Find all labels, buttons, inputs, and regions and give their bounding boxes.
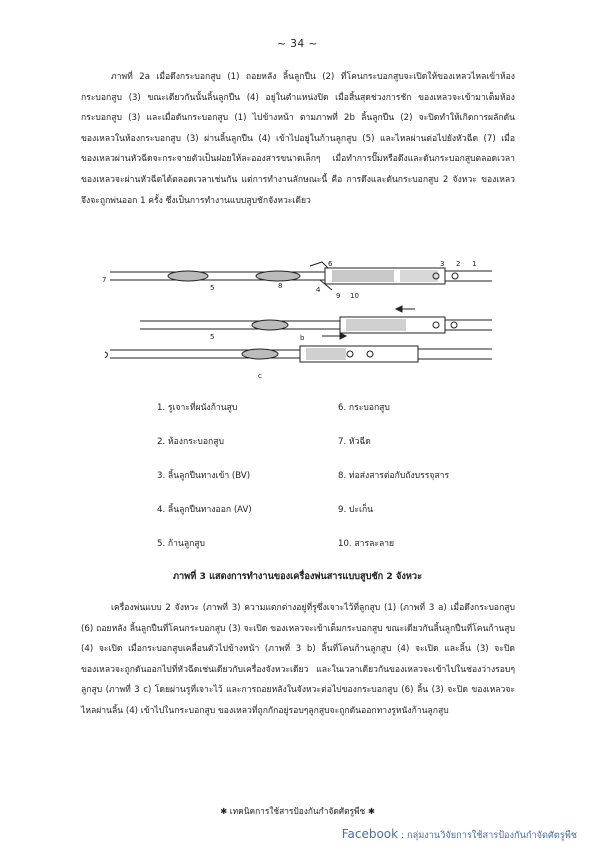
paragraph-two-text: เครื่องพ่นแบบ 2 จังหวะ (ภาพที่ 3) ความแตกต่างอยู่ที่รูซึ่งเจาะไว้ที่ลูกสูบ (1) (ภาพที่ 3 a) เมื่อดึงกระบอกสูบ (6) ถอยหลัง ลิ้นลูกปืนที่โคนกระบอกสูบ (3) จะเปิด ของเหลวจะเข้าเต็มกระบอกสูบ ขณะเดียวกันลิ้นลูกปืนที่โคนก้านสูบ (4) จะเปิด เมื่อกระบอกสูบเคลื่อนตัวไปข้างหน้า (ภาพที่ 3 b) ลิ้นที่โคนก้านลูกสูบ (4) จะเปิด และลิ้น (3) จะปิด ของเหลวจะถูกดันออกไปที่หัวฉีดเช่นเดียวกับเครื่องจังหวะเดียว และในเวลาเดียวกันของเหลวจะเข้าไปในช่องว่างรอบๆ ลูกสูบ (ภาพที่ 3 c) โดยผ่านรูที่เจาะไว้ และการถอยหลังในจังหวะต่อไปของกระบอกสูบ (6) ลิ้น (3) จะปิด ของเหลวจะไหลผ่านลิ้น (4) เข้าไปในกระบอกสูบ ของเหลวที่ถูกกักอยู่รอบๆลูกสูบจะถูกดันออกทางรูหนังก้านลูกสูบ <box>81 603 515 716</box>
label-3: 3 <box>440 260 445 268</box>
label-5-b: 5 <box>210 333 215 341</box>
label-b: b <box>300 334 305 342</box>
label-c: c <box>258 372 262 380</box>
legend-item: 4. ลิ้นลูกปืนทางออก (AV) <box>157 505 252 515</box>
sprayer-diagram <box>100 254 500 386</box>
figure-caption: ภาพที่ 3 แสดงการทำงานของเครื่องพ่นสารแบบสูบชัก 2 จังหวะ <box>172 571 423 582</box>
facebook-brand: Facebook <box>341 827 399 841</box>
legend-item: 8. ท่อส่งสารต่อกับถังบรรจุสาร <box>338 471 450 481</box>
diagram-c <box>105 333 492 362</box>
legend-item: 1. รูเจาะที่ผนังก้านสูบ <box>157 403 238 413</box>
label-2: 2 <box>456 260 461 268</box>
legend-item: 9. ปะเก็น <box>338 505 374 515</box>
paragraph-two <box>81 598 515 722</box>
page-number: ~ 34 ~ <box>277 38 318 50</box>
legend-item: 7. หัวฉีด <box>338 437 371 447</box>
label-1: 1 <box>472 260 477 268</box>
diagram-b <box>140 306 492 333</box>
parts-legend <box>157 400 457 560</box>
label-5-a: 5 <box>210 284 215 292</box>
paragraph-one-text: ภาพที่ 2a เมื่อดึงกระบอกสูบ (1) ถอยหลัง ลิ้นลูกปืน (2) ที่โคนกระบอกสูบจะเปิดให้ของเหลวไหลเข้าห้องกระบอกสูบ (3) ขณะเดียวกันนั้นลิ้นลูกปืน (4) อยู่ในตำแหน่งปิด เมื่อสิ้นสุดช่วงการชัก ของเหลวจะเข้ามาเต็มห้องกระบอกสูบ (3) และเมื่อดันกระบอกสูบ (1) ไปข้างหน้า ตามภาพที่ 2b ลิ้นลูกปืน (2) จะปิดทำให้เกิดการผลักดันของเหลวในห้องกระบอกสูบ (3) ผ่านลิ้นลูกปืน (4) เข้าไปอยู่ในก้านลูกสูบ (5) และไหลผ่านต่อไปยังหัวฉีด (7) เมื่อของเหลวผ่านหัวฉีดจะกระจายตัวเป็นฝอยให้ละอองสารขนาดเล็กๆ เมื่อทำการปั๊มหรือดึงและดันกระบอกสูบตลอดเวลา ของเหลวจะผ่านหัวฉีดได้ตลอดเวลาเช่นกัน แต่การทำงานลักษณะนี้ คือ การดึงและดันกระบอกสูบ 2 จังหวะ ของเหลวจึงจะถูกพ่นออก 1 ครั้ง ซึ่งเป็นการทำงานแบบสูบชักจังหวะเดียว <box>81 72 515 206</box>
label-7: 7 <box>102 276 107 284</box>
label-9: 9 <box>336 292 341 300</box>
diagram-a <box>110 262 492 290</box>
label-4: 4 <box>316 286 321 294</box>
paragraph-one <box>81 67 515 211</box>
legend-item: 10. สารละลาย <box>338 539 395 549</box>
legend-item: 2. ห้องกระบอกสูบ <box>157 437 224 447</box>
label-6: 6 <box>328 260 333 268</box>
facebook-group: : กลุ่มงานวิจัยการใช้สารป้องกันกำจัดศัตรูพืช <box>401 830 577 841</box>
legend-item: 5. ก้านลูกสูบ <box>157 539 206 549</box>
label-8: 8 <box>278 282 283 290</box>
facebook-credit <box>342 827 577 843</box>
label-10: 10 <box>350 292 359 300</box>
legend-item: 6. กระบอกสูบ <box>338 403 390 413</box>
footer-title: ✱ เทคนิคการใช้สารป้องกันกำจัดศัตรูพืช ✱ <box>220 806 375 816</box>
legend-item: 3. ลิ้นลูกปืนทางเข้า (BV) <box>157 471 251 481</box>
